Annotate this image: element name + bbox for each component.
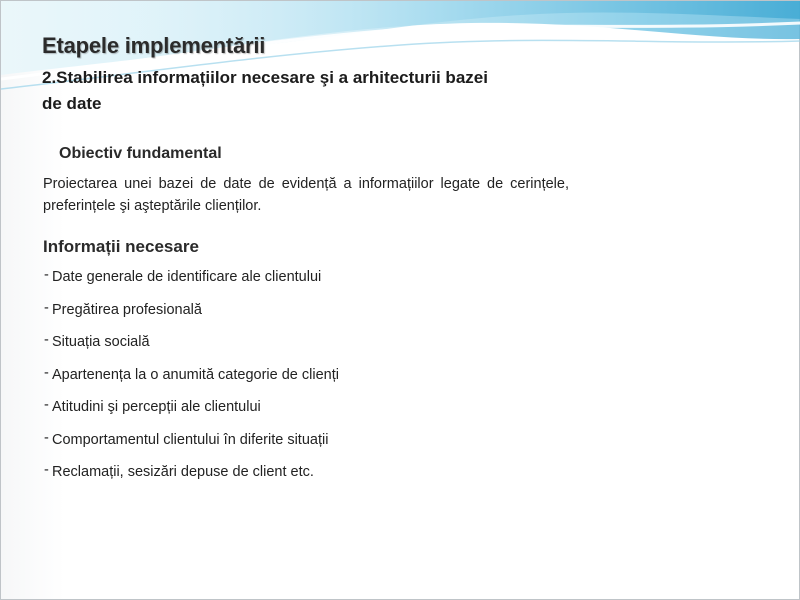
list-item — [44, 364, 339, 400]
slide-title: Etapele implementării — [42, 33, 266, 58]
list-item — [44, 334, 339, 367]
list-item-text: Reclamații, sesizări depuse de client etc. — [52, 464, 314, 480]
list-item — [44, 269, 339, 302]
list-item-text: Atitudini şi percepții ale clientului — [52, 399, 261, 415]
list-item-text: Comportamentul clientului în diferite situații — [52, 431, 329, 448]
dash-bullet: - — [44, 267, 49, 283]
list-item — [44, 429, 339, 465]
list-item — [44, 464, 339, 497]
dash-bullet: - — [44, 462, 49, 478]
dash-bullet: - — [44, 364, 49, 381]
list-item-text: Pregătirea profesională — [52, 301, 202, 318]
dash-bullet: - — [44, 429, 49, 446]
dash-bullet: - — [44, 397, 49, 413]
info-list — [44, 269, 339, 497]
list-item — [44, 299, 339, 335]
dash-bullet: - — [44, 299, 49, 316]
dash-bullet: - — [44, 332, 49, 348]
info-heading: Informații necesare — [43, 237, 199, 256]
objective-text: Proiectarea unei bazei de date de evidență a informațiilor legate de cerințele, preferințele şi aşteptările clienților. — [43, 176, 569, 214]
list-item-text: Situația socială — [52, 334, 150, 350]
list-item-text: Date generale de identificare ale clientului — [52, 269, 322, 285]
slide-subtitle: 2.Stabilirea informațiilor necesare şi a arhitecturii bazei de date — [42, 68, 488, 113]
list-item-text: Apartenența la o anumită categorie de clienți — [52, 366, 339, 383]
objective-heading: Obiectiv fundamental — [59, 145, 222, 162]
list-item — [44, 399, 339, 432]
